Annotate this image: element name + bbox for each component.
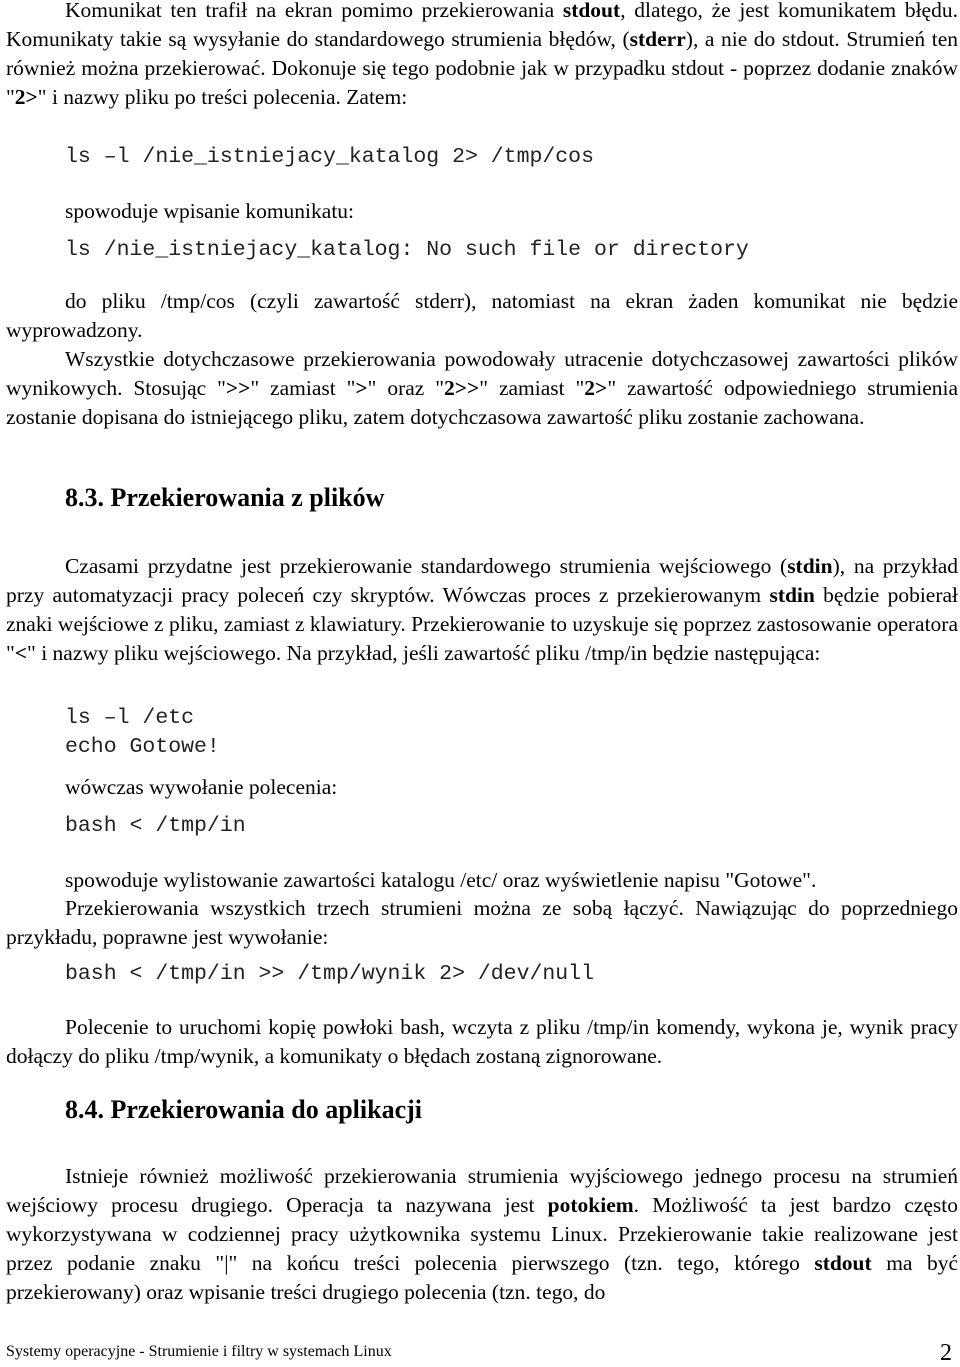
bold-operator: >> [225, 376, 251, 400]
code-example-file-content-line-2: echo Gotowe! [65, 735, 220, 759]
bold-operator: > [355, 376, 368, 400]
bold-operator: < [14, 641, 28, 665]
paragraph-combine-redirects: Przekierowania wszystkich trzech strumieni można ze sobą łączyć. Nawiązując do poprzedniego przykładu, poprawne jest wywołanie: [6, 896, 958, 949]
paragraph-listing-result: spowoduje wylistowanie zawartości katalogu /etc/ oraz wyświetlenie napisu "Gotowe". [65, 868, 817, 892]
page-number: 2 [940, 1340, 952, 1366]
bold-term: stdout [562, 0, 621, 22]
bold-term: stdin [769, 583, 815, 607]
paragraph-to-file: do pliku /tmp/cos (czyli zawartość stderr), natomiast na ekran żaden komunikat nie będzie wyprowadzony. [6, 289, 958, 342]
code-example-file-content-line-1: ls –l /etc [65, 706, 195, 730]
code-example-bash-stdin: bash < /tmp/in [65, 814, 246, 838]
paragraph-then-call: wówczas wywołanie polecenia: [65, 775, 338, 799]
bold-term: stdout [814, 1251, 872, 1275]
bold-operator: 2> [584, 376, 608, 400]
code-example-combined: bash < /tmp/in >> /tmp/wynik 2> /dev/null [65, 962, 594, 986]
section-heading-8-4: 8.4. Przekierowania do aplikacji [65, 1095, 423, 1124]
paragraph-stderr-intro: Komunikat ten trafił na ekran pomimo przekierowania stdout, dlatego, że jest komunikatem błędu. Komunikaty takie są wysyłanie do standardowego strumienia błędów, (stderr), a nie do stdout. Strumień ten również można przekierować. Dokonuje się tego podobnie jak w przypadku stdout - poprzez dodanie znaków "2>" i nazwy pliku po treści polecenia. Zatem: [6, 0, 958, 109]
bold-term: stderr [629, 27, 686, 51]
footer-title: Systemy operacyjne - Strumienie i filtry w systemach Linux [6, 1343, 392, 1360]
code-example-stderr: ls –l /nie_istniejacy_katalog 2> /tmp/cos [65, 145, 594, 169]
section-heading-8-3: 8.3. Przekierowania z plików [65, 483, 385, 512]
code-example-error-message: ls /nie_istniejacy_katalog: No such file or directory [65, 238, 749, 262]
paragraph-combined-explained: Polecenie to uruchomi kopię powłoki bash, wczyta z pliku /tmp/in komendy, wykona je, wynik pracy dołączy do pliku /tmp/wynik, a komunikaty o błędach zostaną zignorowane. [6, 1015, 958, 1068]
paragraph-writes-message: spowoduje wpisanie komunikatu: [65, 199, 355, 223]
bold-term: stdin [787, 554, 833, 578]
bold-term: 2> [14, 85, 38, 109]
paragraph-append-redirect: Wszystkie dotychczasowe przekierowania powodowały utracenie dotychczasowej zawartości plików wynikowych. Stosując ">>" zamiast ">" oraz "2>>" zamiast "2>" zawartość odpowiedniego strumienia zostanie dopisana do istniejącego pliku, zatem dotychczasowa zawartość pliku zostanie zachowana. [6, 347, 959, 429]
bold-term: potokiem [547, 1193, 634, 1217]
paragraph-pipes: Istnieje również możliwość przekierowania strumienia wyjściowego jednego procesu na strumień wejściowy procesu drugiego. Operacja ta nazywana jest potokiem. Możliwość ta jest bardzo często wykorzystywana w codziennej pracy użytkownika systemu Linux. Przekierowanie takie realizowane jest przez podanie znaku "|" na końcu treści polecenia pierwszego (tzn. tego, którego stdout ma być przekierowany) oraz wpisanie treści drugiego polecenia (tzn. tego, do [6, 1164, 958, 1304]
paragraph-stdin-redirect: Czasami przydatne jest przekierowanie standardowego strumienia wejściowego (stdin), na przykład przy automatyzacji pracy poleceń czy skryptów. Wówczas proces z przekierowanym stdin będzie pobierał znaki wejściowe z pliku, zamiast z klawiatury. Przekierowanie to uzyskuje się poprzez zastosowanie operatora "<" i nazwy pliku wejściowego. Na przykład, jeśli zawartość pliku /tmp/in będzie następująca: [6, 554, 959, 665]
bold-operator: 2>> [444, 376, 480, 400]
